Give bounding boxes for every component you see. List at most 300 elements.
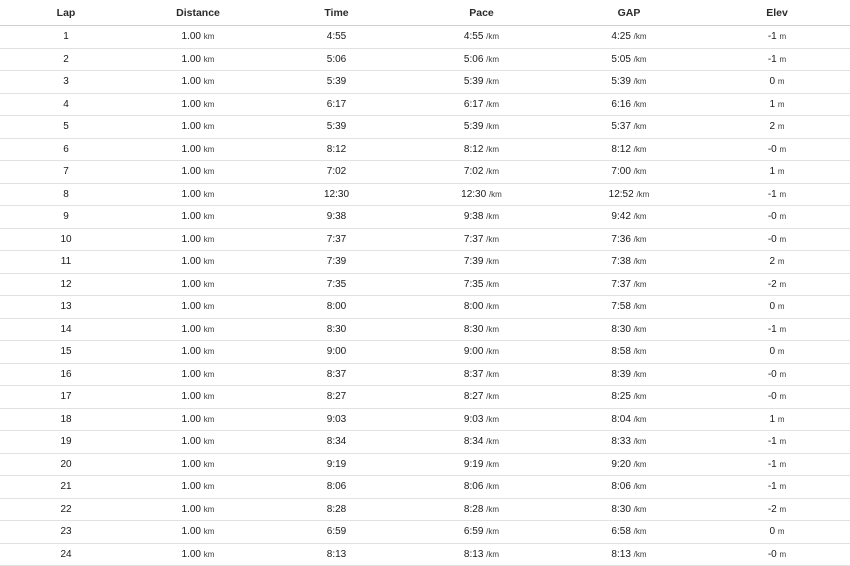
cell-elev-value: 2: [769, 121, 776, 133]
cell-elev-unit: m: [779, 504, 787, 514]
cell-gap: [554, 251, 704, 274]
cell-pace: [409, 453, 554, 476]
cell-pace-value: 7:37: [463, 233, 484, 245]
cell-distance-unit: km: [203, 549, 215, 559]
cell-gap-value: 7:58: [611, 301, 631, 313]
cell-distance: [132, 296, 264, 319]
cell-time: [264, 498, 409, 521]
cell-elev-value: -1: [767, 458, 777, 470]
cell-time-value: 8:28: [326, 503, 347, 515]
cell-gap: [554, 453, 704, 476]
cell-time: [264, 521, 409, 544]
cell-pace-value: 8:27: [463, 391, 484, 403]
cell-pace-value: 8:06: [463, 481, 484, 493]
cell-elev-value: 0: [769, 301, 776, 313]
cell-distance: [132, 498, 264, 521]
cell-time: [264, 386, 409, 409]
cell-time: [264, 93, 409, 116]
cell-time: [264, 453, 409, 476]
column-header-distance[interactable]: Distance: [132, 0, 264, 26]
cell-lap-value: 12: [60, 278, 72, 290]
cell-pace-unit: /km: [488, 189, 502, 199]
cell-lap-value: 22: [60, 503, 72, 515]
cell-gap-value: 8:33: [611, 436, 631, 448]
cell-pace: [409, 543, 554, 566]
cell-elev-unit: m: [777, 122, 785, 132]
cell-gap: [554, 431, 704, 454]
cell-pace-unit: /km: [486, 122, 500, 132]
cell-pace-value: 8:37: [463, 368, 484, 380]
cell-distance-unit: km: [203, 324, 215, 334]
cell-pace-value: 8:12: [463, 143, 484, 155]
table-row[interactable]: [0, 26, 850, 49]
cell-gap-value: 7:00: [611, 166, 631, 178]
cell-lap-value: 4: [63, 98, 69, 110]
cell-lap: [0, 26, 132, 49]
cell-distance-unit: km: [203, 369, 215, 379]
cell-pace: [409, 138, 554, 161]
cell-lap: [0, 138, 132, 161]
cell-distance-unit: km: [203, 99, 215, 109]
cell-elev: [704, 116, 850, 139]
cell-elev: [704, 498, 850, 521]
table-row[interactable]: [0, 453, 850, 476]
cell-pace: [409, 431, 554, 454]
cell-lap-value: 14: [60, 323, 72, 335]
cell-pace-unit: /km: [486, 527, 500, 537]
cell-lap-value: 15: [60, 346, 72, 358]
cell-lap: [0, 296, 132, 319]
cell-pace-unit: /km: [486, 504, 500, 514]
table-row[interactable]: [0, 183, 850, 206]
cell-pace-unit: /km: [486, 302, 500, 312]
cell-lap: [0, 386, 132, 409]
cell-time-value: 8:27: [326, 391, 347, 403]
cell-distance-unit: km: [203, 144, 215, 154]
cell-elev-unit: m: [779, 234, 787, 244]
cell-pace-unit: /km: [486, 144, 500, 154]
cell-pace-value: 8:28: [463, 503, 484, 515]
cell-elev-value: -0: [767, 233, 777, 245]
cell-gap-unit: /km: [633, 527, 647, 537]
cell-distance-unit: km: [203, 189, 215, 199]
cell-pace-value: 8:00: [463, 301, 484, 313]
cell-time-value: 7:02: [326, 166, 347, 178]
cell-elev-value: -1: [767, 53, 777, 65]
table-row[interactable]: [0, 206, 850, 229]
cell-distance-value: 1.00: [181, 346, 201, 358]
column-header-gap[interactable]: GAP: [554, 0, 704, 26]
cell-distance-unit: km: [203, 482, 215, 492]
cell-elev-unit: m: [777, 347, 785, 357]
cell-lap-value: 13: [60, 301, 72, 313]
cell-lap-value: 24: [60, 548, 72, 560]
cell-distance: [132, 183, 264, 206]
cell-distance-unit: km: [203, 77, 215, 87]
cell-time-value: 8:30: [326, 323, 347, 335]
cell-time-value: 8:00: [326, 301, 347, 313]
cell-distance: [132, 26, 264, 49]
table-row[interactable]: [0, 161, 850, 184]
cell-gap-value: 8:39: [611, 368, 631, 380]
cell-pace-unit: /km: [486, 32, 500, 42]
cell-gap-value: 4:25: [611, 31, 631, 43]
cell-distance-value: 1.00: [181, 526, 201, 538]
cell-pace-unit: /km: [486, 482, 500, 492]
cell-gap-unit: /km: [633, 279, 647, 289]
cell-distance-value: 1.00: [181, 76, 201, 88]
cell-elev-unit: m: [779, 392, 787, 402]
cell-lap-value: 8: [63, 188, 69, 200]
cell-elev-value: -2: [767, 278, 777, 290]
cell-distance-value: 1.00: [181, 391, 201, 403]
cell-time: [264, 228, 409, 251]
cell-pace-value: 9:38: [463, 211, 484, 223]
cell-gap-unit: /km: [633, 414, 647, 424]
cell-pace-value: 8:13: [463, 548, 484, 560]
cell-distance-value: 1.00: [181, 233, 201, 245]
cell-elev-unit: m: [779, 32, 787, 42]
cell-time-value: 9:19: [326, 458, 347, 470]
cell-distance-value: 1.00: [181, 143, 201, 155]
cell-time: [264, 116, 409, 139]
cell-distance: [132, 71, 264, 94]
cell-time: [264, 26, 409, 49]
cell-pace-value: 7:39: [463, 256, 484, 268]
cell-elev-value: 1: [769, 98, 776, 110]
cell-distance: [132, 408, 264, 431]
cell-elev: [704, 543, 850, 566]
cell-distance-unit: km: [203, 234, 215, 244]
cell-distance-value: 1.00: [181, 323, 201, 335]
cell-distance-value: 1.00: [181, 301, 201, 313]
cell-distance: [132, 318, 264, 341]
cell-pace-unit: /km: [486, 347, 500, 357]
table-row[interactable]: [0, 228, 850, 251]
cell-lap: [0, 161, 132, 184]
cell-time: [264, 363, 409, 386]
cell-elev-value: -1: [767, 188, 777, 200]
cell-elev: [704, 206, 850, 229]
cell-gap-unit: /km: [633, 212, 647, 222]
cell-elev: [704, 521, 850, 544]
cell-time-value: 8:34: [326, 436, 347, 448]
cell-gap-value: 8:30: [611, 323, 631, 335]
cell-distance-value: 1.00: [181, 368, 201, 380]
cell-distance: [132, 543, 264, 566]
cell-time: [264, 296, 409, 319]
cell-pace: [409, 273, 554, 296]
cell-elev: [704, 296, 850, 319]
cell-gap: [554, 206, 704, 229]
cell-elev-unit: m: [777, 527, 785, 537]
cell-gap: [554, 93, 704, 116]
cell-elev-unit: m: [777, 302, 785, 312]
cell-lap: [0, 273, 132, 296]
cell-distance-unit: km: [203, 437, 215, 447]
cell-time: [264, 543, 409, 566]
cell-gap-value: 5:37: [611, 121, 631, 133]
cell-elev: [704, 183, 850, 206]
cell-time: [264, 161, 409, 184]
cell-elev-value: -1: [767, 31, 777, 43]
cell-pace-value: 5:39: [463, 76, 484, 88]
cell-distance-value: 1.00: [181, 458, 201, 470]
cell-distance-value: 1.00: [181, 166, 201, 178]
cell-pace-unit: /km: [486, 99, 500, 109]
cell-lap-value: 6: [63, 143, 69, 155]
table-row[interactable]: [0, 251, 850, 274]
cell-lap-value: 20: [60, 458, 72, 470]
cell-pace: [409, 498, 554, 521]
cell-pace-unit: /km: [486, 392, 500, 402]
table-row[interactable]: [0, 318, 850, 341]
cell-elev-unit: m: [779, 189, 787, 199]
cell-lap-value: 7: [63, 166, 69, 178]
cell-distance-value: 1.00: [181, 121, 201, 133]
column-header-pace[interactable]: Pace: [409, 0, 554, 26]
cell-gap: [554, 363, 704, 386]
cell-distance-unit: km: [203, 392, 215, 402]
table-row[interactable]: [0, 521, 850, 544]
cell-lap: [0, 251, 132, 274]
cell-gap-unit: /km: [633, 77, 647, 87]
cell-pace: [409, 228, 554, 251]
table-row[interactable]: [0, 498, 850, 521]
cell-distance-value: 1.00: [181, 98, 201, 110]
table-row[interactable]: [0, 386, 850, 409]
cell-pace-unit: /km: [486, 279, 500, 289]
cell-pace-unit: /km: [486, 234, 500, 244]
cell-pace: [409, 476, 554, 499]
cell-elev-value: 0: [769, 526, 776, 538]
cell-distance-value: 1.00: [181, 503, 201, 515]
table-row[interactable]: [0, 93, 850, 116]
cell-pace: [409, 341, 554, 364]
cell-gap-unit: /km: [633, 437, 647, 447]
cell-gap-value: 9:20: [611, 458, 631, 470]
cell-pace-value: 7:35: [463, 278, 484, 290]
cell-lap: [0, 363, 132, 386]
cell-gap: [554, 116, 704, 139]
cell-lap: [0, 228, 132, 251]
table-row[interactable]: [0, 476, 850, 499]
cell-pace-value: 9:00: [463, 346, 484, 358]
table-row[interactable]: [0, 543, 850, 566]
cell-elev-unit: m: [779, 437, 787, 447]
cell-time-value: 8:12: [326, 143, 347, 155]
cell-gap: [554, 521, 704, 544]
cell-elev-value: -0: [767, 391, 777, 403]
cell-gap-value: 7:37: [611, 278, 631, 290]
cell-elev-value: 1: [769, 413, 776, 425]
cell-elev-unit: m: [777, 167, 785, 177]
cell-distance-unit: km: [203, 54, 215, 64]
cell-distance-unit: km: [203, 302, 215, 312]
cell-pace-value: 5:06: [463, 53, 484, 65]
cell-elev-unit: m: [779, 482, 787, 492]
cell-elev-value: -0: [767, 368, 777, 380]
table-row[interactable]: [0, 431, 850, 454]
cell-distance-value: 1.00: [181, 548, 201, 560]
cell-pace-unit: /km: [486, 414, 500, 424]
table-row[interactable]: [0, 341, 850, 364]
cell-elev-value: -1: [767, 481, 777, 493]
cell-gap-unit: /km: [633, 99, 647, 109]
table-row[interactable]: [0, 48, 850, 71]
cell-time-value: 5:39: [326, 76, 347, 88]
cell-gap-value: 7:38: [611, 256, 631, 268]
column-header-lap[interactable]: Lap: [0, 0, 132, 26]
cell-gap-value: 8:06: [611, 481, 631, 493]
cell-distance: [132, 138, 264, 161]
cell-gap-unit: /km: [633, 549, 647, 559]
cell-elev: [704, 453, 850, 476]
cell-elev: [704, 386, 850, 409]
cell-pace-unit: /km: [486, 549, 500, 559]
cell-gap-unit: /km: [633, 32, 647, 42]
cell-distance: [132, 48, 264, 71]
cell-time: [264, 138, 409, 161]
cell-pace: [409, 26, 554, 49]
cell-elev-unit: m: [779, 324, 787, 334]
cell-distance-unit: km: [203, 504, 215, 514]
cell-elev-value: -1: [767, 436, 777, 448]
cell-elev-value: 0: [769, 76, 776, 88]
table-row[interactable]: [0, 408, 850, 431]
cell-distance-value: 1.00: [181, 436, 201, 448]
cell-gap: [554, 318, 704, 341]
cell-lap: [0, 93, 132, 116]
cell-pace-unit: /km: [486, 437, 500, 447]
cell-gap-unit: /km: [633, 122, 647, 132]
cell-gap: [554, 26, 704, 49]
cell-time-value: 8:06: [326, 481, 347, 493]
cell-lap: [0, 431, 132, 454]
cell-gap: [554, 161, 704, 184]
cell-gap: [554, 386, 704, 409]
cell-lap: [0, 521, 132, 544]
cell-lap-value: 21: [60, 481, 72, 493]
cell-elev: [704, 251, 850, 274]
cell-gap-value: 8:58: [611, 346, 631, 358]
cell-gap: [554, 228, 704, 251]
cell-elev-value: -1: [767, 323, 777, 335]
cell-distance: [132, 341, 264, 364]
cell-distance-unit: km: [203, 32, 215, 42]
cell-gap: [554, 183, 704, 206]
header-row: [0, 0, 850, 26]
cell-gap-unit: /km: [636, 189, 650, 199]
cell-elev-unit: m: [777, 257, 785, 267]
cell-pace-unit: /km: [486, 77, 500, 87]
cell-pace-unit: /km: [486, 369, 500, 379]
cell-distance-unit: km: [203, 527, 215, 537]
cell-elev-unit: m: [779, 549, 787, 559]
cell-pace-value: 8:34: [463, 436, 484, 448]
cell-elev: [704, 408, 850, 431]
table-row[interactable]: [0, 363, 850, 386]
cell-time-value: 12:30: [323, 188, 350, 200]
cell-gap: [554, 48, 704, 71]
cell-pace-value: 8:30: [463, 323, 484, 335]
cell-elev: [704, 228, 850, 251]
column-header-elev[interactable]: Elev: [704, 0, 850, 26]
cell-gap-unit: /km: [633, 392, 647, 402]
cell-distance: [132, 521, 264, 544]
cell-pace-value: 9:03: [463, 413, 484, 425]
cell-pace-unit: /km: [486, 459, 500, 469]
cell-distance-value: 1.00: [181, 481, 201, 493]
cell-elev: [704, 48, 850, 71]
cell-gap: [554, 498, 704, 521]
cell-lap: [0, 48, 132, 71]
cell-lap-value: 1: [63, 31, 69, 43]
cell-elev-unit: m: [777, 414, 785, 424]
cell-distance-value: 1.00: [181, 211, 201, 223]
cell-pace-unit: /km: [486, 212, 500, 222]
cell-lap: [0, 183, 132, 206]
cell-gap-value: 5:05: [611, 53, 631, 65]
cell-elev: [704, 341, 850, 364]
table-row[interactable]: [0, 71, 850, 94]
cell-pace: [409, 48, 554, 71]
table-row[interactable]: [0, 116, 850, 139]
cell-lap-value: 17: [60, 391, 72, 403]
cell-gap: [554, 71, 704, 94]
cell-distance-value: 1.00: [181, 31, 201, 43]
cell-distance: [132, 228, 264, 251]
cell-time-value: 9:38: [326, 211, 347, 223]
cell-elev-value: -0: [767, 211, 777, 223]
cell-pace: [409, 363, 554, 386]
cell-distance-unit: km: [203, 347, 215, 357]
cell-time: [264, 183, 409, 206]
cell-pace: [409, 93, 554, 116]
cell-gap-value: 8:30: [611, 503, 631, 515]
cell-time-value: 7:39: [326, 256, 347, 268]
laps-table-body: [0, 26, 850, 566]
cell-lap-value: 23: [60, 526, 72, 538]
cell-time: [264, 318, 409, 341]
cell-gap: [554, 543, 704, 566]
cell-pace-value: 5:39: [463, 121, 484, 133]
cell-distance-unit: km: [203, 167, 215, 177]
cell-gap-value: 8:04: [611, 413, 631, 425]
cell-lap: [0, 116, 132, 139]
cell-elev: [704, 93, 850, 116]
cell-time-value: 7:37: [326, 233, 347, 245]
cell-time: [264, 206, 409, 229]
cell-pace: [409, 386, 554, 409]
column-header-time[interactable]: Time: [264, 0, 409, 26]
cell-gap-value: 12:52: [608, 188, 634, 200]
cell-elev-unit: m: [779, 212, 787, 222]
cell-pace: [409, 408, 554, 431]
cell-distance: [132, 363, 264, 386]
cell-lap: [0, 71, 132, 94]
table-row[interactable]: [0, 138, 850, 161]
table-row[interactable]: [0, 273, 850, 296]
cell-distance-unit: km: [203, 414, 215, 424]
table-row[interactable]: [0, 296, 850, 319]
cell-elev-value: -2: [767, 503, 777, 515]
cell-pace-value: 7:02: [463, 166, 484, 178]
cell-time-value: 7:35: [326, 278, 347, 290]
cell-elev: [704, 318, 850, 341]
cell-gap-unit: /km: [633, 234, 647, 244]
cell-pace-value: 6:17: [463, 98, 484, 110]
